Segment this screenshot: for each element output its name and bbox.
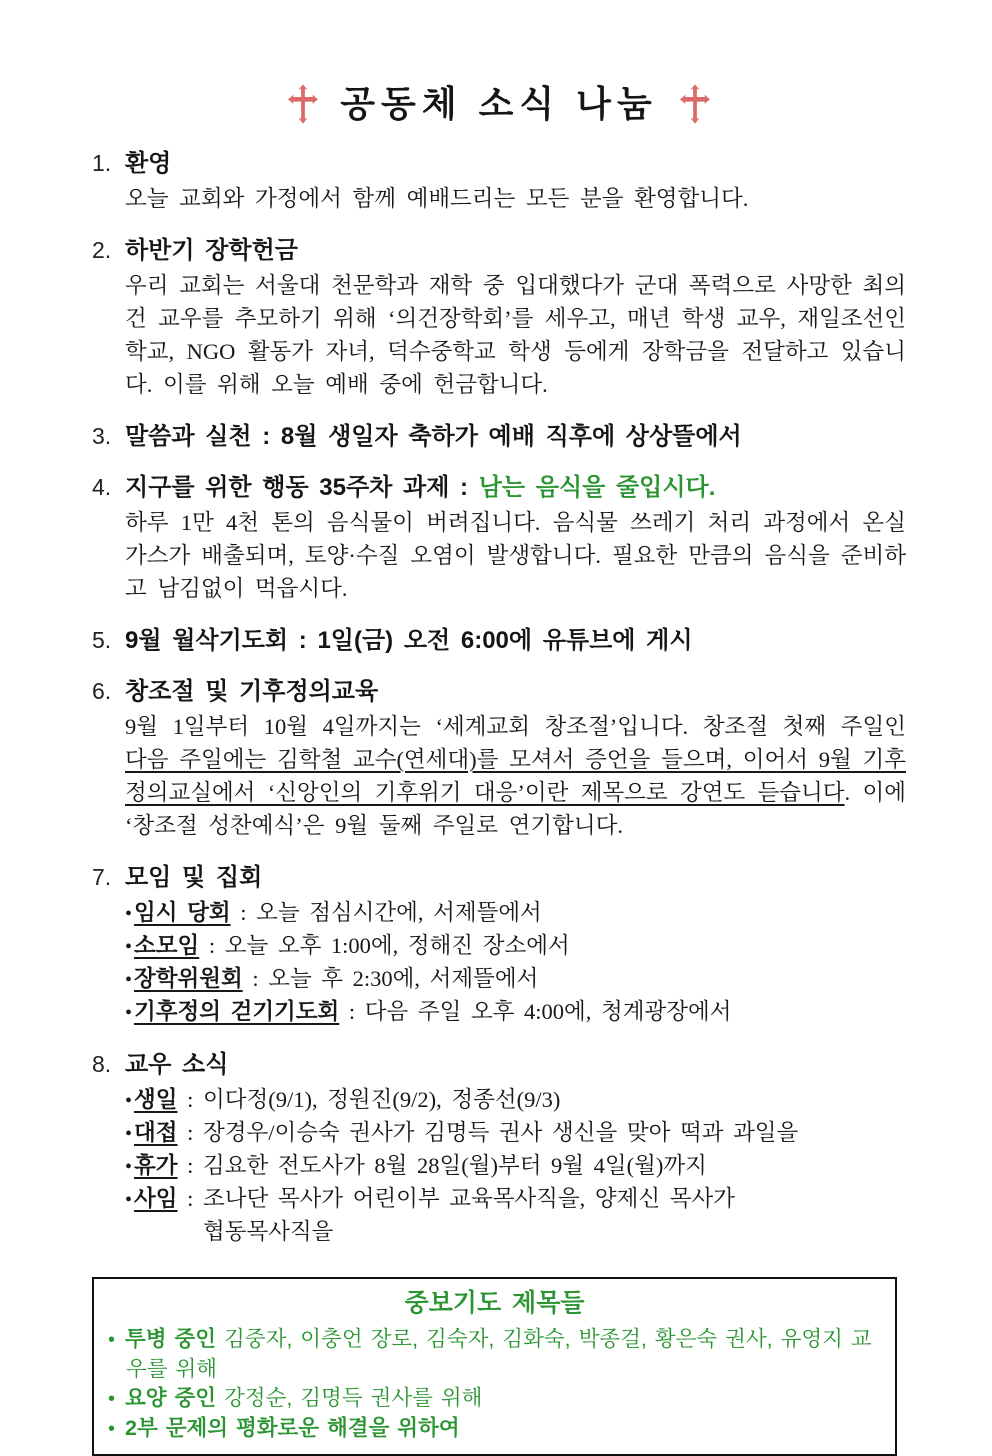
bullet-dot: •: [125, 903, 133, 925]
prayer-item-label: 2부 문제의 평화로운 해결을 위하여: [125, 1416, 460, 1440]
bullet-label: 임시 당회: [134, 900, 231, 925]
section-body: 우리 교회는 서울대 천문학과 재학 중 입대했다가 군대 폭력으로 사망한 최의건 교우를 추모하기 위해 ‘의건장학회’를 세우고, 매년 학생 교우, 재일조선인학교, NGO 활동가 자녀, 덕수중학교 학생 등에게 장학금을 전달하고 있습니다. 이를 위해 오늘 예배 중에 헌금합니다.: [125, 273, 906, 397]
bullet-text: : 오늘 점심시간에, 서제뜰에서: [230, 900, 542, 925]
section-word-and-practice: [92, 421, 906, 452]
cross-icon: [680, 84, 710, 124]
page-title: 공동체 소식 나눔: [340, 83, 658, 124]
body-plain: . 이에 ‘창조절 성찬예식’은 9월 둘째 주일로 연기합니다.: [125, 780, 906, 838]
bullet-label: 장학위원회: [134, 966, 243, 991]
section-member-news: [92, 1049, 906, 1247]
section-number: 2.: [92, 237, 112, 263]
section-number: 1.: [92, 150, 112, 176]
section-heading: 환영: [125, 150, 172, 177]
section-meetings: [92, 862, 906, 1029]
section-heading: 말씀과 실천 : 8월 생일자 축하가 예배 직후에 상상뜰에서: [125, 423, 742, 450]
bullet-text: : 오늘 후 2:30에, 서제뜰에서: [242, 966, 539, 991]
section-number: 3.: [92, 423, 112, 449]
intercessory-prayer-box: [92, 1277, 897, 1456]
body-underlined: 다음 주일에는 김학철 교수(연세대)를 모셔서 증언을 들으며, 이어서 9월 기후정의교실에서 ‘신앙인의 기후위기 대응’이란 제목으로 강연도 듣습니다: [125, 747, 906, 805]
bullet-dot: •: [125, 1156, 133, 1178]
prayer-item-text: 김중자, 이충언 장로, 김숙자, 김화숙, 박종걸, 황은숙 권사, 유영지 교우를 위해: [126, 1327, 872, 1381]
bullet-item: [125, 1183, 906, 1216]
bullet-dot: •: [125, 1123, 133, 1145]
bullet-dot: •: [108, 1329, 116, 1351]
bullet-item: [125, 1117, 906, 1150]
bullet-dot: •: [125, 1090, 133, 1112]
bullet-item: [125, 930, 906, 963]
bullet-text: : 조나단 목사가 어린이부 교육목사직을, 양제신 목사가: [177, 1186, 735, 1211]
prayer-item: [108, 1414, 881, 1444]
section-number: 5.: [92, 627, 112, 653]
section-number: 8.: [92, 1051, 112, 1077]
bullet-item: [125, 1084, 906, 1117]
section-body: [125, 710, 906, 842]
bullet-text: : 김요한 전도사가 8월 28일(월)부터 9월 4일(월)까지: [177, 1153, 707, 1178]
section-creation-season: [92, 676, 906, 842]
bullet-item: [125, 996, 906, 1029]
bullet-text: : 장경우/이승숙 권사가 김명득 권사 생신을 맞아 떡과 과일을: [177, 1120, 799, 1145]
section-action-for-earth: [92, 472, 906, 605]
bullet-text: : 다음 주일 오후 4:00에, 청계광장에서: [339, 999, 732, 1024]
bullet-item: [125, 897, 906, 930]
section-heading-black: 지구를 위한 행동 35주차 과제 :: [125, 474, 479, 501]
prayer-item-label: 요양 중인: [125, 1386, 217, 1410]
bullet-dot: •: [108, 1418, 116, 1440]
prayer-box-title: 중보기도 제목들: [404, 1289, 585, 1317]
section-scholarship-offering: [92, 235, 906, 401]
section-number: 4.: [92, 474, 112, 500]
bullet-dot: •: [125, 1189, 133, 1211]
section-welcome: [92, 148, 906, 215]
section-monthly-prayer: [92, 625, 906, 656]
bullet-dot: •: [125, 1002, 133, 1024]
page-title-row: [92, 80, 906, 128]
section-heading: 창조절 및 기후정의교육: [125, 678, 379, 705]
member-news-bullets: [125, 1084, 906, 1247]
prayer-item-label: 투병 중인: [125, 1327, 217, 1351]
section-heading-green: 남는 음식을 줄입시다.: [478, 474, 716, 501]
meeting-bullets: [125, 897, 906, 1029]
bullet-dot: •: [125, 936, 133, 958]
bullet-dot: •: [108, 1388, 116, 1410]
section-heading: 9월 월삭기도회 : 1일(금) 오전 6:00에 유튜브에 게시: [125, 627, 693, 654]
bullet-label: 생일: [134, 1087, 178, 1112]
bullet-text: : 이다정(9/1), 정원진(9/2), 정종선(9/3): [177, 1087, 561, 1112]
section-body: 오늘 교회와 가정에서 함께 예배드리는 모든 분을 환영합니다.: [125, 186, 749, 211]
section-heading: 교우 소식: [125, 1051, 229, 1078]
section-body: 하루 1만 4천 톤의 음식물이 버려집니다. 음식물 쓰레기 처리 과정에서 온실가스가 배출되며, 토양·수질 오염이 발생합니다. 필요한 만큼의 음식을 준비하고 남김없이 먹읍시다.: [125, 510, 906, 601]
section-number: 6.: [92, 678, 112, 704]
prayer-item: [108, 1384, 881, 1414]
bullet-continuation: 협동목사직을: [203, 1219, 334, 1244]
bullet-label: 기후정의 걷기기도회: [134, 999, 340, 1024]
cross-icon: [288, 84, 318, 124]
body-plain: 9월 1일부터 10월 4일까지는 ‘세계교회 창조절’입니다. 창조절 첫째 주일인: [125, 714, 906, 739]
bullet-label: 소모임: [134, 933, 200, 958]
section-heading: 하반기 장학헌금: [125, 237, 298, 264]
bullet-label: 휴가: [134, 1153, 178, 1178]
section-heading: [125, 472, 715, 503]
bullet-item: [125, 963, 906, 996]
bullet-text: : 오늘 오후 1:00에, 정해진 장소에서: [199, 933, 570, 958]
section-number: 7.: [92, 864, 112, 890]
bullet-label: 대접: [134, 1120, 178, 1145]
bullet-item: [125, 1150, 906, 1183]
prayer-item-text: 강정순, 김명득 권사를 위해: [216, 1386, 483, 1410]
bullet-dot: •: [125, 969, 133, 991]
prayer-item: [108, 1325, 881, 1384]
section-heading: 모임 및 집회: [125, 864, 263, 891]
bullet-label: 사임: [134, 1186, 178, 1211]
